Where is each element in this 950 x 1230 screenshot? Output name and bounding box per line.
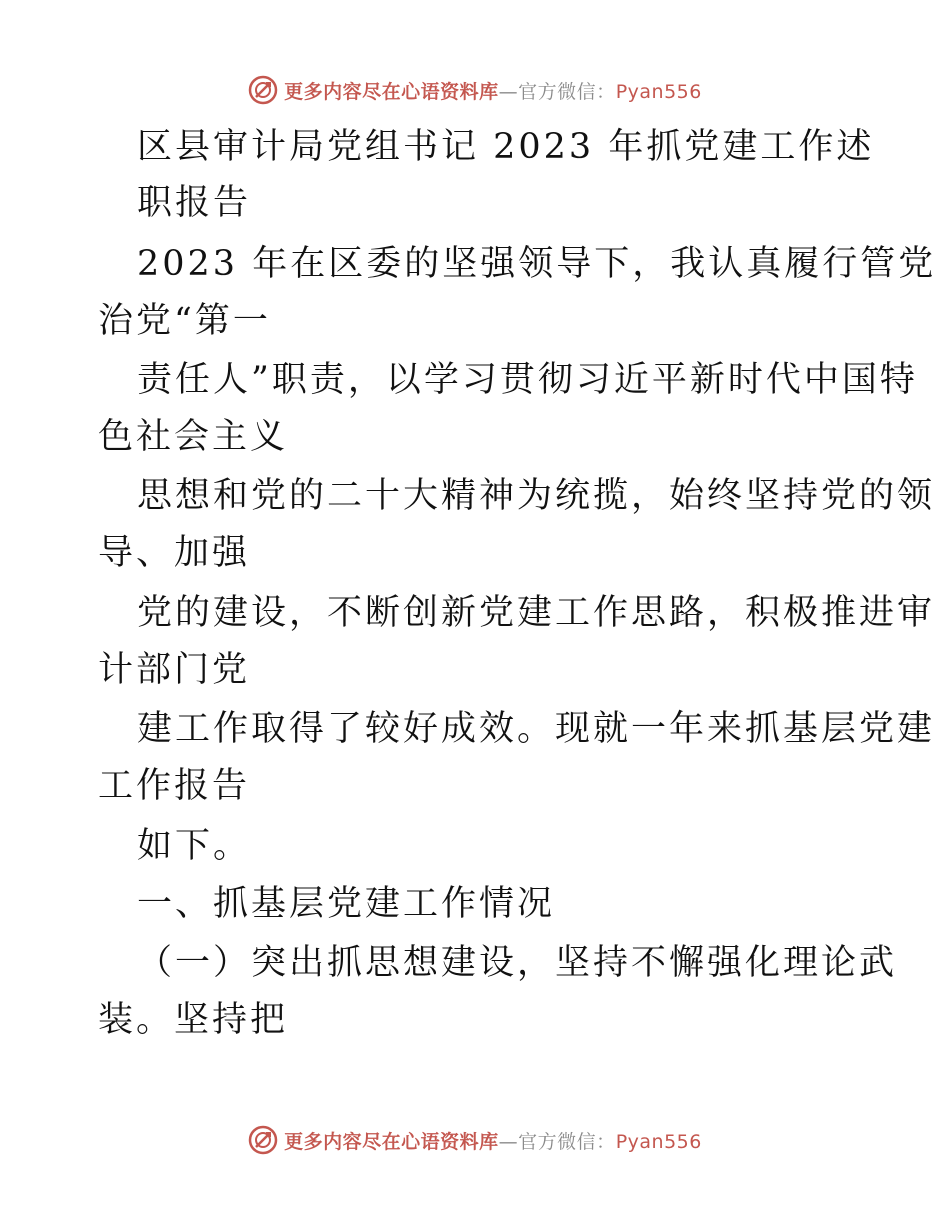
watermark-banner-bottom <box>0 1120 950 1160</box>
watermark-dash: — <box>498 80 519 103</box>
paragraph-line: 装。坚持把 <box>98 1000 289 1040</box>
paragraph-line: 责任人”职责，以学习贯彻习近平新时代中国特 <box>137 360 918 400</box>
watermark-banner-top <box>0 70 950 110</box>
watermark-label: 官方微信： <box>518 1130 616 1153</box>
paragraph-line: 导、加强 <box>98 533 251 573</box>
paragraph-line: 工作报告 <box>98 766 251 806</box>
watermark-main-text: 更多内容尽在心语资料库 <box>284 80 499 103</box>
subsection-heading: （一）突出抓思想建设，坚持不懈强化理论武 <box>137 943 898 983</box>
paragraph-line: 治党“第一 <box>98 301 271 341</box>
document-title-line-2: 职报告 <box>137 183 252 223</box>
watermark-text <box>284 1127 702 1154</box>
watermark-main-text: 更多内容尽在心语资料库 <box>284 1130 499 1153</box>
watermark-dash: — <box>498 1130 519 1153</box>
section-heading: 一、抓基层党建工作情况 <box>137 884 556 924</box>
paragraph-line: 建工作取得了较好成效。现就一年来抓基层党建 <box>137 709 936 749</box>
paragraph-line: 如下。 <box>137 826 252 866</box>
watermark-id: Pyan556 <box>615 1130 702 1153</box>
document-title-line-1: 区县审计局党组书记 2023 年抓党建工作述 <box>137 127 875 167</box>
paragraph-line: 2023 年在区委的坚强领导下，我认真履行管党 <box>137 244 937 284</box>
watermark-logo-icon <box>248 75 278 105</box>
watermark-id: Pyan556 <box>615 80 702 103</box>
watermark-label: 官方微信： <box>518 80 616 103</box>
paragraph-line: 思想和党的二十大精神为统揽，始终坚持党的领 <box>137 476 936 516</box>
watermark-text <box>284 77 702 104</box>
paragraph-line: 计部门党 <box>98 650 251 690</box>
paragraph-line: 色社会主义 <box>98 417 289 457</box>
paragraph-line: 党的建设，不断创新党建工作思路，积极推进审 <box>137 593 936 633</box>
watermark-logo-icon <box>248 1125 278 1155</box>
